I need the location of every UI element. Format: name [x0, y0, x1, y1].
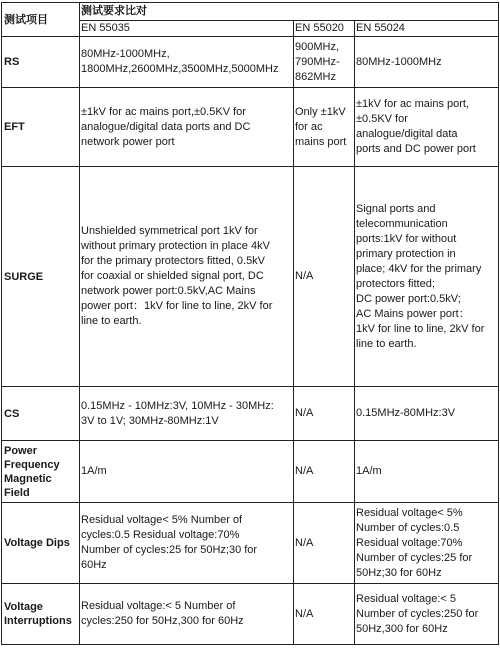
cell-en55020: N/A: [294, 441, 355, 503]
cell-en55020: N/A: [294, 584, 355, 645]
table-row-surge: [2, 167, 499, 387]
row-item: Voltage Dips: [2, 503, 80, 584]
cell-en55020: N/A: [294, 387, 355, 441]
cell-en55024: 1A/m: [355, 441, 499, 503]
cell-en55035: ±1kV for ac mains port,±0.5KV for analogue/digital data ports and DC network power port: [80, 88, 294, 167]
cell-en55035: 80MHz-1000MHz, 1800MHz,2600MHz,3500MHz,5000MHz: [80, 37, 294, 88]
row-item: RS: [2, 37, 80, 88]
cell-en55024: Residual voltage< 5% Number of cycles:0.5 Residual voltage:70% Number of cycles:25 for 50Hz;30 for 60Hz: [355, 503, 499, 584]
table-row-rs: [2, 37, 499, 88]
cell-en55035: 0.15MHz - 10MHz:3V, 10MHz - 30MHz: 3V to 1V; 30MHz-80MHz:1V: [80, 387, 294, 441]
table-row-eft: [2, 88, 499, 167]
row-item: SURGE: [2, 167, 80, 387]
cell-en55020: N/A: [294, 167, 355, 387]
cell-en55020: 900MHz, 790MHz- 862MHz: [294, 37, 355, 88]
cell-en55035: Residual voltage< 5% Number of cycles:0.5 Residual voltage:70% Number of cycles:25 for 50Hz;30 for 60Hz: [80, 503, 294, 584]
table-row-cs: [2, 387, 499, 441]
cell-en55020: Only ±1kV for ac mains port: [294, 88, 355, 167]
row-item: EFT: [2, 88, 80, 167]
header-std-en55024: EN 55024: [355, 21, 499, 37]
header-std-en55020: EN 55020: [294, 21, 355, 37]
header-item: 测试项目: [2, 3, 80, 37]
cell-en55024: ±1kV for ac mains port, ±0.5KV for analogue/digital data ports and DC power port: [355, 88, 499, 167]
row-item: Power Frequency Magnetic Field: [2, 441, 80, 503]
header-row-1: [2, 3, 499, 21]
cell-en55035: Unshielded symmetrical port 1kV for without primary protection in place 4kV for the primary protectors fitted, 0.5kV for coaxial or shielded signal port, DC network power port:0.5kV,AC Mains power port：1kV for line to line, 2kV for line to earth.: [80, 167, 294, 387]
row-item: Voltage Interruptions: [2, 584, 80, 645]
row-item: CS: [2, 387, 80, 441]
cell-en55024: 0.15MHz-80MHz:3V: [355, 387, 499, 441]
cell-en55024: Residual voltage:< 5 Number of cycles:250 for 50Hz,300 for 60Hz: [355, 584, 499, 645]
cell-en55024: Signal ports and telecommunication ports:1kV for without primary protection in place; 4kV for the primary protectors fitted; DC power port:0.5kV; AC Mains power port： 1kV for line to line, 2kV for line to earth.: [355, 167, 499, 387]
cell-en55024: 80MHz-1000MHz: [355, 37, 499, 88]
header-compare: 测试要求比对: [80, 3, 499, 21]
comparison-table: [1, 2, 499, 645]
table-row-voltage-dips: [2, 503, 499, 584]
table-row-voltage-interruptions: [2, 584, 499, 645]
table-row-power-frequency: [2, 441, 499, 503]
cell-en55020: N/A: [294, 503, 355, 584]
cell-en55035: 1A/m: [80, 441, 294, 503]
cell-en55035: Residual voltage:< 5 Number of cycles:250 for 50Hz,300 for 60Hz: [80, 584, 294, 645]
header-std-en55035: EN 55035: [80, 21, 294, 37]
